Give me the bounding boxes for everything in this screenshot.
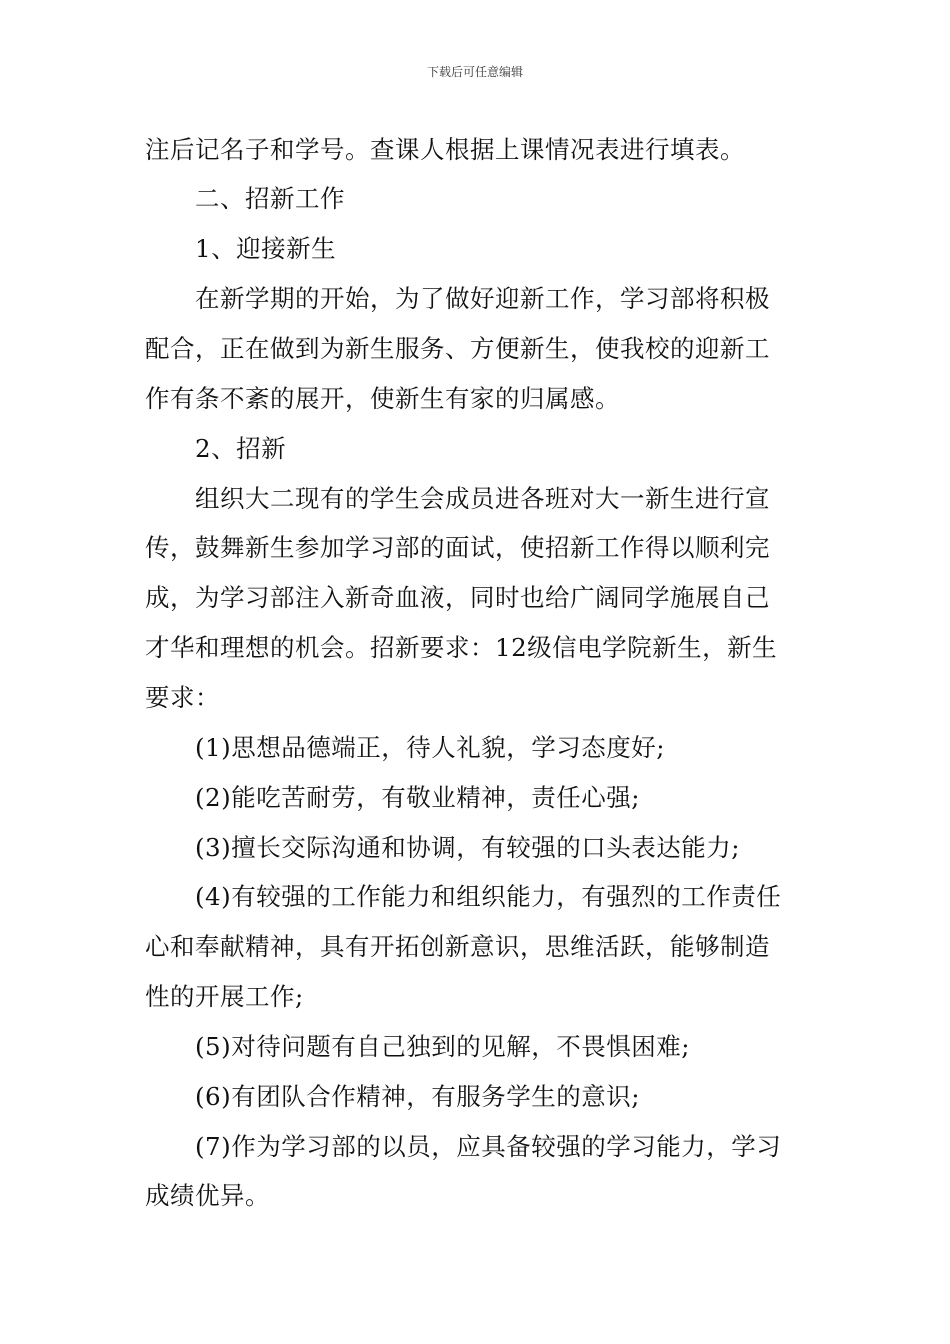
- requirement-item: (2)能吃苦耐劳，有敬业精神，责任心强;: [195, 783, 640, 812]
- subsection-heading: 1、迎接新生: [195, 234, 337, 263]
- requirement-item: (5)对待问题有自己独到的见解，不畏惧困难;: [195, 1032, 690, 1061]
- body-line: 才华和理想的机会。招新要求：12级信电学院新生，新生: [145, 633, 778, 662]
- body-line: 组织大二现有的学生会成员进各班对大一新生进行宣: [195, 484, 770, 513]
- section-heading: 二、招新工作: [195, 184, 345, 213]
- body-line: 要求：: [145, 683, 220, 712]
- requirement-item: (4)有较强的工作能力和组织能力，有强烈的工作责任: [195, 882, 782, 911]
- requirement-item: (1)思想品德端正，待人礼貌，学习态度好;: [195, 733, 665, 762]
- page-header: 下载后可任意编辑: [426, 65, 523, 79]
- requirement-item: (6)有团队合作精神，有服务学生的意识;: [195, 1082, 640, 1111]
- requirement-item: (3)擅长交际沟通和协调，有较强的口头表达能力;: [195, 833, 740, 862]
- body-line: 成绩优异。: [145, 1181, 270, 1210]
- subsection-heading: 2、招新: [195, 434, 287, 463]
- body-line: 性的开展工作;: [145, 982, 304, 1011]
- body-line: 在新学期的开始，为了做好迎新工作，学习部将积极: [195, 284, 770, 313]
- body-line: 心和奉献精神，具有开拓创新意识，思维活跃，能够制造: [145, 932, 770, 961]
- body-line: 成，为学习部注入新奇血液，同时也给广阔同学施展自己: [145, 583, 770, 612]
- body-line: 配合，正在做到为新生服务、方便新生，使我校的迎新工: [145, 334, 770, 363]
- body-line: 作有条不紊的展开，使新生有家的归属感。: [145, 384, 620, 413]
- requirement-item: (7)作为学习部的以员，应具备较强的学习能力，学习: [195, 1132, 782, 1161]
- body-line: 注后记名子和学号。查课人根据上课情况表进行填表。: [145, 135, 745, 164]
- body-line: 传，鼓舞新生参加学习部的面试，使招新工作得以顺利完: [145, 533, 770, 562]
